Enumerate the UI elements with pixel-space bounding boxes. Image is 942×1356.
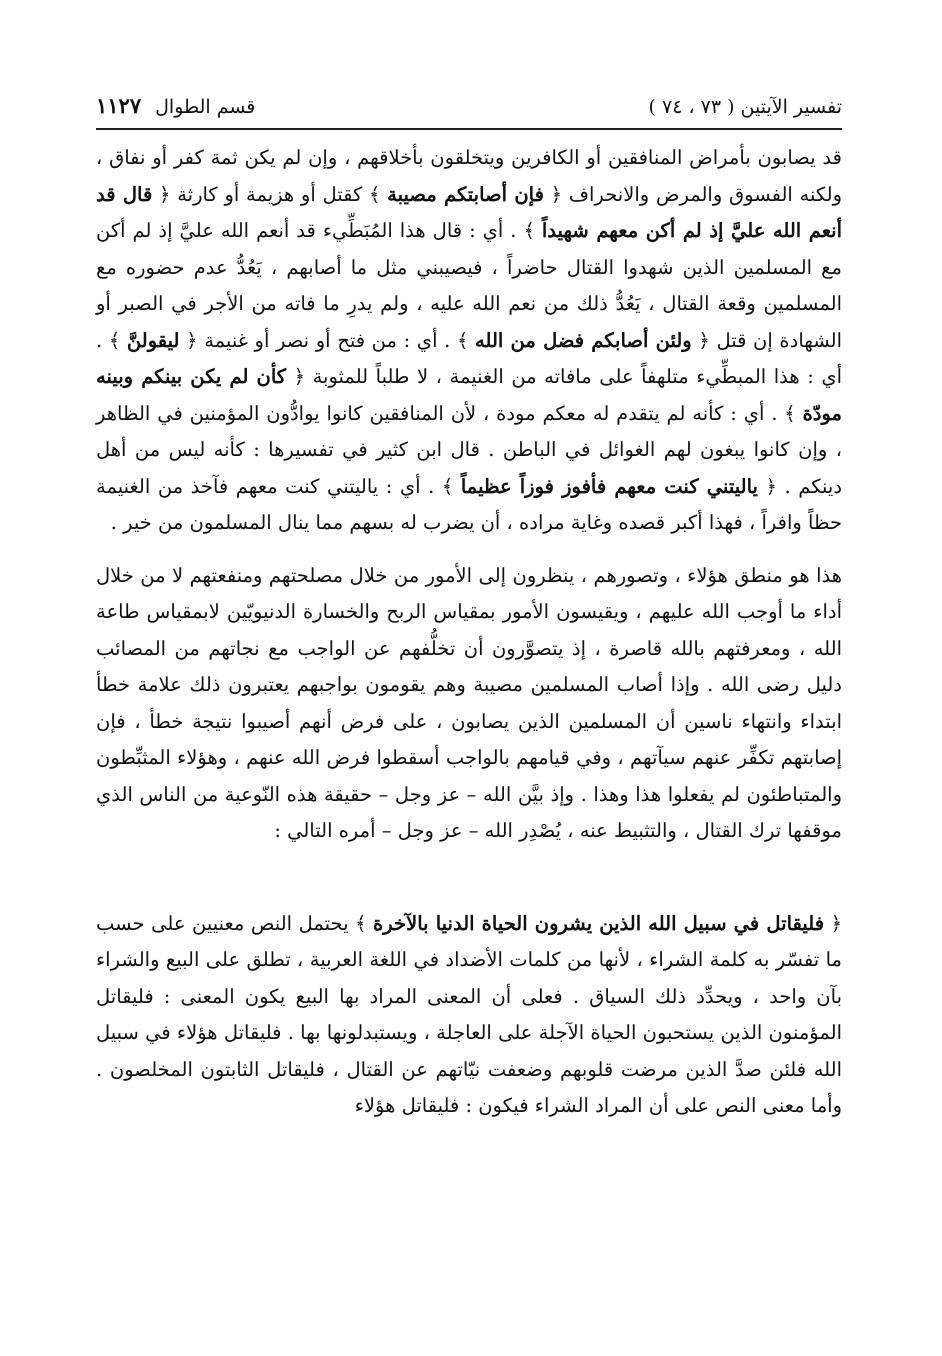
page-number: ١١٢٧ [96,93,142,118]
commentary-text: ﴾ . أي : كأنه لم يتقدم له معكم مودة ، لأن المنافقين كانوا يوادُّون المؤمنين في الظاهر ، وإن كانوا يبغون لهم الغوائل في الباطن . قال ابن كثير في تفسيرها : كأنه ليس من أهل دينكم . [96,401,842,498]
commentary-text: ﴿ [286,365,306,388]
quran-verse-text: ليقولنَّ [126,328,180,352]
paragraph-1 [96,140,842,542]
commentary-text: ﴿ [691,328,710,352]
running-header [96,88,842,124]
commentary-text: ﴿ [543,182,563,206]
quran-verse-text: ولئن أصابكم فضل من الله [475,328,692,352]
quran-verse-text: فإن أصابتكم مصيبة [387,182,544,206]
commentary-text: ﴾ . أي : قال هذا المُبَطِّيء قد أنعم الله عليَّ إذ لم أكن مع المسلمين الذين شهدوا القتال حاضراً ، فيصيبني مثل ما أصابهم ، يَعُدُّ عدم حضوره مع المسلمين وقعة القتال ، يَعُدُّ ذلك من نعم الله عليه ، ولم يدرِ ما فاته من الأجر في الصبر أو الشهادة إن قتل [96,219,843,352]
header-section-group [96,88,255,125]
quran-verse-text: قال قد أنعم الله عليَّ إذ لم أكن معهم شهيداً [96,182,842,242]
commentary-text: قد يصابون بأمراض المنافقين أو الكافرين ويتخلقون بأخلاقهم ، وإن لم يكن ثمة كفر أو نفاق ، ولكنه الفسوق والمرض والانحراف [96,146,843,206]
commentary-text: ﴿ [824,911,842,935]
commentary-text: ﴾ . أي : من فتح أو نصر أو غنيمة [197,328,476,352]
commentary-text: ﴿ [757,474,777,498]
commentary-text: ﴾ يحتمل النص معنيين على حسب ما تفسّر به كلمة الشراء ، لأنها من كلمات الأضداد في اللغة العربية ، تطلق على البيع والشراء بآن واحد ، ويحدِّد ذلك السياق . فعلى أن المعنى المراد بها البيع يكون المعنى : فليقاتل المؤمنون الذين يستحبون الحياة الآجلة على العاجلة ، ويستبدلونها بها . فليقاتل هؤلاء في سبيل الله فلئن صدَّ الذين مرضت قلوبهم وضعفت نيّاتهم عن القتال ، فليقاتل الثابتون المخلصون . وأما معنى النص على أن المراد الشراء فيكون : فليقاتل هؤلاء [96,911,842,1117]
commentary-text: هذا هو منطق هؤلاء ، وتصورهم ، ينظرون إلى الأمور من خلال مصلحتهم ومنفعتهم لا من خلال أداء ما أوجب الله عليهم ، ويقيسون الأمور بمقياس الربح والخسارة الدنيويّين لابمقياس طاعة الله ، ومعرفتهم بالله قاصرة ، إذ يتصوَّرون أن تخلُّفهم عن الواجب مع نجاتهم من المصائب دليل رضى الله . وإذا أصاب المسلمين مصيبة وهم يقومون بواجبهم يعتبرون ذلك علامة خطأ ابتداء وانتهاء ناسين أن المسلمين الذين يصابون ، على فرض أنهم أصيبوا نتيجة خطأ ، فإن إصابتهم تكفِّر عنهم سيآتهم ، وفي قيامهم بالواجب أسقطوا فرض الله عنهم ، وهؤلاء المثبِّطون والمتباطئون لم يفعلوا هذا وهذا . وإذ بيَّن الله – عز وجل – حقيقة هذه النّوعية من الناس الذي موقفها ترك القتال ، والتثبيط عنه ، يُصْدِر الله – عز وجل – أمره التالي : [96,563,842,842]
quran-verse-text: ياليتني كنت معهم فأفوز فوزاً عظيماً [460,474,758,498]
paragraph-2 [96,558,842,850]
commentary-text: ﴾ . أي : ياليتني كنت معهم فآخذ من الغنيمة حظاً وافراً ، فهذا أكبر قصده وغاية مراده ، أن يضرب له بسهم مما ينال المسلمون من خير . [96,474,842,534]
commentary-text: ﴾ . أي : هذا المبطِّيء متلهفاً على مافاته من الغنيمة ، لا طلباً للمثوبة [96,328,843,388]
header-rule [96,128,842,130]
paragraph-3 [96,906,842,1125]
commentary-text: ﴾ كقتل أو هزيمة أو كارثة [170,182,388,206]
header-section: قسم الطوال [155,96,256,118]
quran-verse-text: فليقاتل في سبيل الله الذين يشرون الحياة الدنيا بالآخرة [373,911,825,935]
quran-verse-text: كأن لم يكن بينكم وبينه مودّة [96,365,842,425]
commentary-text: ﴿ [152,182,171,206]
commentary-text: ﴿ [179,328,198,352]
header-title: تفسير الآيتين ( ٧٣ ، ٧٤ ) [648,96,842,118]
